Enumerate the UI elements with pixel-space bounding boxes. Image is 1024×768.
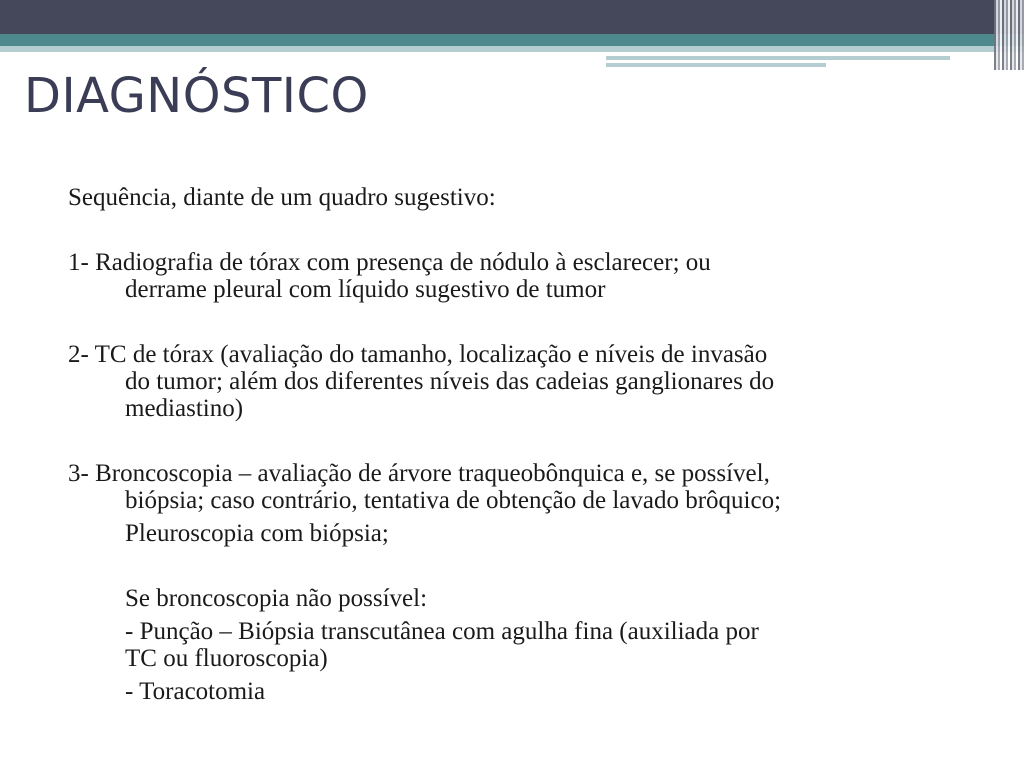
se-broncoscopia-text: Se broncoscopia não possível: (125, 585, 428, 612)
header-band-light (0, 46, 1024, 52)
header-accent-line (606, 56, 950, 60)
header-band-dark (0, 0, 1024, 34)
slide-body (68, 184, 968, 705)
list-item-radiografia (68, 249, 968, 303)
list-item-line: 3- Broncoscopia – avaliação de árvore traqueobônquica e, se possível, (68, 460, 770, 487)
pleuroscopia-text: Pleuroscopia com biópsia; (125, 520, 389, 547)
header-band-teal (0, 34, 1024, 46)
list-item-line: 2- TC de tórax (avaliação do tamanho, localização e níveis de invasão (68, 341, 768, 368)
list-item-tc-torax (68, 341, 968, 422)
header-accent-line-short (606, 63, 826, 67)
puncao-item (68, 618, 968, 672)
decorative-edge-stripes (994, 0, 1024, 70)
list-item-line: derrame pleural com líquido sugestivo de tumor (125, 276, 606, 303)
list-item-line: mediastino) (125, 395, 244, 422)
slide-title: DIAGNÓSTICO (24, 68, 369, 124)
toracotomia-item: - Toracotomia (125, 678, 266, 705)
list-item-broncoscopia (68, 460, 968, 514)
intro-text: Sequência, diante de um quadro sugestivo: (68, 184, 496, 211)
list-item-line: biópsia; caso contrário, tentativa de obtenção de lavado brôquico; (125, 487, 782, 514)
list-item-line: - Punção – Biópsia transcutânea com agulha fina (auxiliada por (125, 618, 759, 645)
list-item-line: TC ou fluoroscopia) (125, 645, 328, 672)
list-item-line: do tumor; além dos diferentes níveis das cadeias ganglionares do (125, 368, 775, 395)
list-item-line: 1- Radiografia de tórax com presença de nódulo à esclarecer; ou (68, 249, 711, 276)
